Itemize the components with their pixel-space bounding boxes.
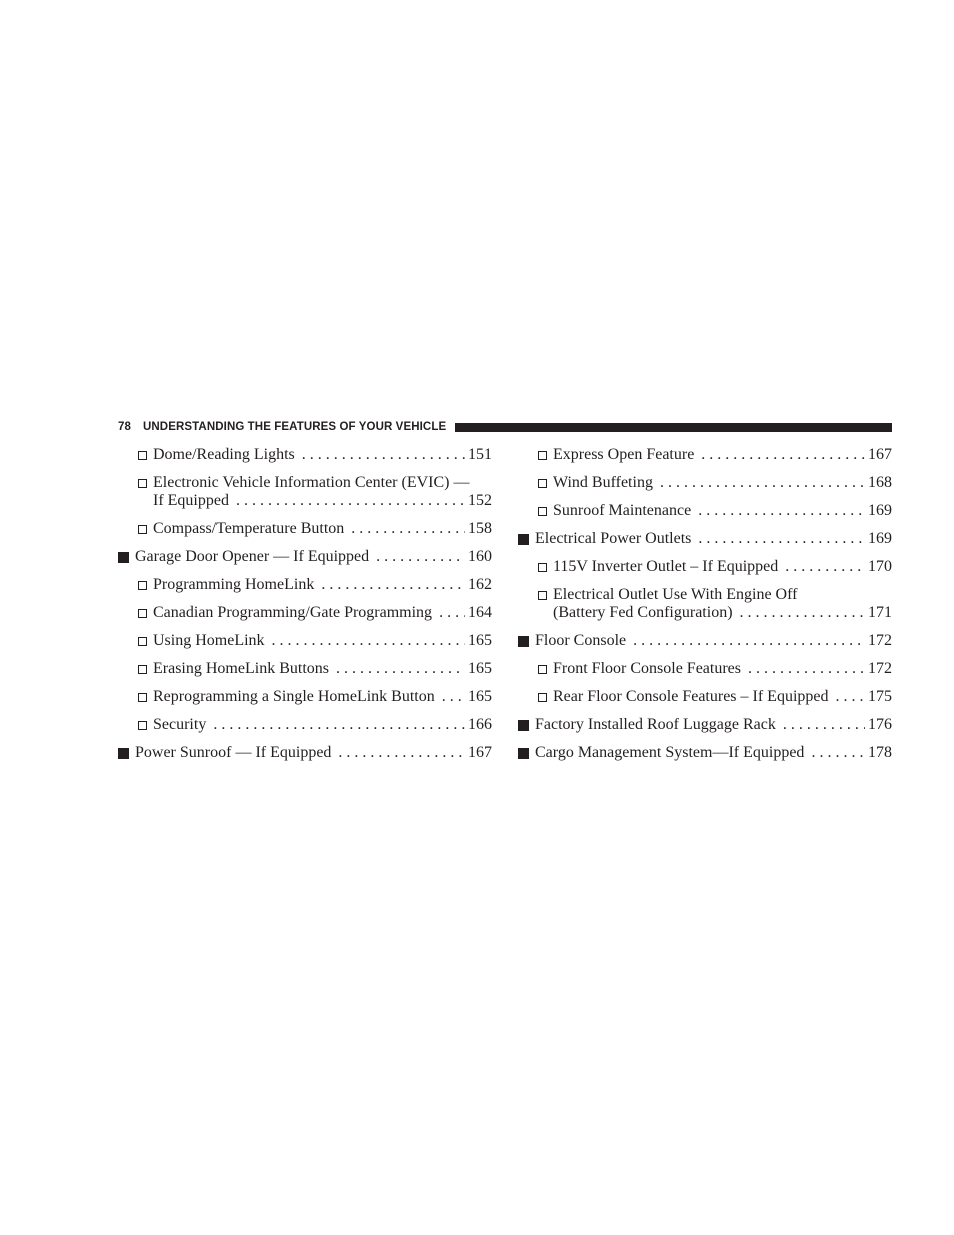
open-square-bullet-icon [138,446,147,464]
open-square-bullet-icon [138,520,147,538]
dot-leader [698,530,865,548]
filled-square-bullet-icon [118,548,129,566]
page-ref: 167 [868,446,892,463]
filled-square-bullet-icon [518,744,529,762]
entry-title: (Battery Fed Configuration) [553,604,733,621]
entry-title: Electrical Power Outlets [535,530,692,547]
page-ref: 165 [468,632,492,649]
open-square-bullet-icon [538,660,547,678]
dot-leader [748,660,865,678]
entry-title: Factory Installed Roof Luggage Rack [535,716,776,733]
toc-section-entry[interactable] [118,548,492,566]
open-square-bullet-icon [538,688,547,706]
entry-title: If Equipped [153,492,229,509]
entry-title: 115V Inverter Outlet – If Equipped [553,558,779,575]
dot-leader [701,446,865,464]
open-square-bullet-icon [138,474,147,492]
page-ref: 171 [868,604,892,621]
page-ref: 170 [868,558,892,575]
entry-title: Erasing HomeLink Buttons [153,660,329,677]
toc-subsection-entry[interactable] [118,716,492,734]
page-ref: 162 [468,576,492,593]
page-ref: 158 [468,520,492,537]
page-ref: 160 [468,548,492,565]
page-ref: 151 [468,446,492,463]
open-square-bullet-icon [538,586,547,604]
entry-title: Cargo Management System—If Equipped [535,744,805,761]
dot-leader [272,632,465,650]
entry-title: Express Open Feature [553,446,695,463]
dot-leader [213,716,465,734]
toc-subsection-entry[interactable] [518,558,892,576]
toc-section-entry[interactable] [118,744,492,762]
toc-subsection-entry[interactable] [118,474,492,510]
page-number: 78 [118,421,131,433]
page-ref: 165 [468,660,492,677]
page-ref: 165 [468,688,492,705]
open-square-bullet-icon [138,660,147,678]
open-square-bullet-icon [538,558,547,576]
page-ref: 178 [868,744,892,761]
entry-title: Rear Floor Console Features – If Equipped [553,688,829,705]
open-square-bullet-icon [538,502,547,520]
page-ref: 164 [468,604,492,621]
open-square-bullet-icon [138,576,147,594]
entry-title: Electrical Outlet Use With Engine Off [553,586,798,603]
page-ref: 166 [468,716,492,733]
entry-title: Sunroof Maintenance [553,502,692,519]
open-square-bullet-icon [138,632,147,650]
dot-leader [351,520,465,538]
page-ref: 168 [868,474,892,491]
toc-subsection-entry[interactable] [118,604,492,622]
dot-leader [811,744,865,762]
entry-title: Using HomeLink [153,632,265,649]
dot-leader [698,502,865,520]
entry-title: Dome/Reading Lights [153,446,295,463]
dot-leader [302,446,465,464]
toc-section-entry[interactable] [518,716,892,734]
toc-section-entry[interactable] [518,632,892,650]
entry-title: Security [153,716,207,733]
entry-title: Reprogramming a Single HomeLink Button [153,688,435,705]
page-ref: 152 [468,492,492,509]
dot-leader [785,558,865,576]
dot-leader [740,604,865,622]
page-ref: 169 [868,502,892,519]
open-square-bullet-icon [538,474,547,492]
dot-leader [236,492,465,510]
open-square-bullet-icon [138,716,147,734]
toc-section-entry[interactable] [518,530,892,548]
open-square-bullet-icon [138,604,147,622]
toc-subsection-entry[interactable] [518,586,892,622]
toc-subsection-entry[interactable] [118,660,492,678]
dot-leader [633,632,865,650]
entry-title: Electronic Vehicle Information Center (EVIC) — [153,474,470,491]
toc-subsection-entry[interactable] [118,632,492,650]
toc-subsection-entry[interactable] [518,474,892,492]
entry-title: Wind Buffeting [553,474,653,491]
toc-column-right [518,446,892,772]
toc-subsection-entry[interactable] [118,576,492,594]
dot-leader [338,744,465,762]
page-ref: 175 [868,688,892,705]
entry-title: Front Floor Console Features [553,660,741,677]
toc-subsection-entry[interactable] [118,520,492,538]
open-square-bullet-icon [538,446,547,464]
toc-subsection-entry[interactable] [118,446,492,464]
dot-leader [836,688,866,706]
toc-section-entry[interactable] [518,744,892,762]
toc-subsection-entry[interactable] [518,446,892,464]
filled-square-bullet-icon [518,632,529,650]
page-ref: 169 [868,530,892,547]
dot-leader [660,474,865,492]
page-ref: 172 [868,660,892,677]
header-rule [455,423,892,432]
dot-leader [376,548,465,566]
entry-title: Programming HomeLink [153,576,315,593]
dot-leader [442,688,465,706]
entry-title: Garage Door Opener — If Equipped [135,548,370,565]
section-title: UNDERSTANDING THE FEATURES OF YOUR VEHICLE [143,421,447,433]
dot-leader [336,660,465,678]
filled-square-bullet-icon [118,744,129,762]
dot-leader [321,576,465,594]
page-header [118,418,892,436]
page-ref: 167 [468,744,492,761]
dot-leader [783,716,865,734]
entry-title: Power Sunroof — If Equipped [135,744,332,761]
toc-subsection-entry[interactable] [518,660,892,678]
page-ref: 176 [868,716,892,733]
filled-square-bullet-icon [518,716,529,734]
entry-title: Canadian Programming/Gate Programming [153,604,433,621]
dot-leader [439,604,465,622]
page-ref: 172 [868,632,892,649]
entry-title: Floor Console [535,632,627,649]
entry-title: Compass/Temperature Button [153,520,345,537]
filled-square-bullet-icon [518,530,529,548]
toc-subsection-entry[interactable] [118,688,492,706]
toc-subsection-entry[interactable] [518,688,892,706]
open-square-bullet-icon [138,688,147,706]
toc-subsection-entry[interactable] [518,502,892,520]
toc-column-left [118,446,492,772]
